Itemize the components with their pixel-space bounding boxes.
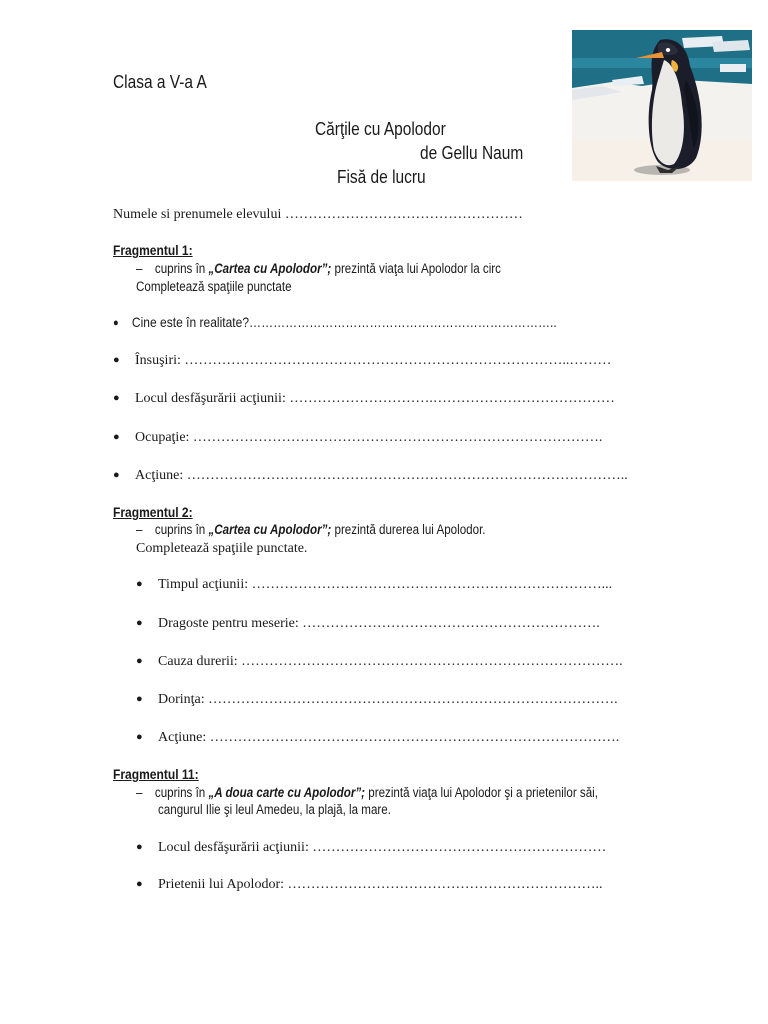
- dash: –: [136, 785, 143, 800]
- author-line: de Gellu Naum: [420, 143, 524, 163]
- book-title: „Cartea cu Apolodor”;: [208, 522, 332, 537]
- fill-line: Cine este în realitate?…………………………………………………………………..: [131, 314, 557, 330]
- fragment-11-heading: Fragmentul 11:: [113, 766, 199, 782]
- list-item: [136, 654, 623, 670]
- list-item: [136, 692, 618, 708]
- dash: –: [136, 522, 143, 537]
- list-item: [136, 577, 612, 593]
- dash: –: [136, 261, 143, 276]
- desc-prefix: cuprins în: [154, 785, 209, 800]
- list-item: [113, 430, 602, 446]
- desc-suffix: prezintă viaţa lui Apolodor la circ: [331, 261, 501, 276]
- bullet-icon: ●: [136, 655, 143, 667]
- fill-line: Dorinţa: …………………………………………………………………………….: [158, 692, 618, 707]
- desc-prefix: cuprins în: [154, 261, 209, 276]
- fill-line: Cauza durerii: ……………………………………………………………………….: [158, 654, 623, 669]
- bullet-icon: ●: [136, 878, 143, 890]
- fill-line: Acţiune: …………………………………………………………………………………..: [135, 468, 628, 483]
- bullet-icon: ●: [136, 841, 143, 853]
- fill-line: Însuşiri: ………………………………………………………………………..………: [135, 353, 612, 368]
- list-item: [113, 391, 615, 407]
- desc-suffix: prezintă viaţa lui Apolodor şi a prietenilor săi,: [365, 785, 598, 800]
- fragment-11-description: [136, 785, 598, 800]
- list-item: [136, 730, 619, 746]
- desc-prefix: cuprins în: [154, 522, 209, 537]
- fragment-2-instruction: Completează spaţiile punctate.: [136, 541, 308, 556]
- book-title: „Cartea cu Apolodor”;: [208, 261, 332, 276]
- fill-line: Locul desfăşurării acţiunii: ………………………………………………………: [158, 840, 607, 855]
- fragment-1-description: [136, 261, 501, 276]
- list-item: [136, 877, 603, 893]
- fill-line: Ocupaţie: …………………………………………………………………………….: [135, 430, 603, 445]
- fill-line: Timpul acţiunii: …………………………………………………………………...: [158, 577, 613, 592]
- list-item: [136, 840, 606, 856]
- list-item: [113, 353, 611, 369]
- bullet-icon: ●: [113, 469, 120, 481]
- fragment-1-heading: Fragmentul 1:: [113, 242, 193, 258]
- list-item: [136, 616, 600, 632]
- bullet-icon: ●: [136, 731, 143, 743]
- worksheet-title: Fisă de lucru: [337, 167, 426, 187]
- penguin-illustration: [572, 30, 752, 181]
- fragment-1-instruction: Completează spaţiile punctate: [136, 279, 292, 294]
- book-title: „A doua carte cu Apolodor”;: [208, 785, 366, 800]
- fill-line: Locul desfăşurării acţiunii: ………………………….…………………………………: [135, 391, 615, 406]
- document-title: Cărţile cu Apolodor: [315, 119, 446, 139]
- desc-suffix: prezintă durerea lui Apolodor.: [331, 522, 486, 537]
- fill-line: Prietenii lui Apolodor: …………………………………………………………..: [158, 877, 603, 892]
- class-label: Clasa a V-a A: [113, 72, 207, 92]
- fill-line: Acţiune: …………………………………………………………………………….: [158, 730, 620, 745]
- student-name-line: Numele si prenumele elevului ……………………………………………: [113, 207, 523, 222]
- list-item: [113, 314, 557, 330]
- fragment-11-description-line2: cangurul Ilie şi leul Amedeu, la plajă, la mare.: [158, 802, 391, 817]
- fragment-2-description: [136, 522, 486, 537]
- bullet-icon: ●: [136, 578, 143, 590]
- bullet-icon: ●: [113, 392, 120, 404]
- fill-line: Dragoste pentru meserie: ……………………………………………………….: [158, 616, 600, 631]
- bullet-icon: ●: [113, 354, 120, 366]
- bullet-icon: ●: [113, 431, 120, 443]
- bullet-icon: ●: [136, 617, 143, 629]
- fragment-2-heading: Fragmentul 2:: [113, 504, 193, 520]
- bullet-icon: ●: [136, 693, 143, 705]
- bullet-icon: ●: [113, 317, 119, 329]
- list-item: [113, 468, 628, 484]
